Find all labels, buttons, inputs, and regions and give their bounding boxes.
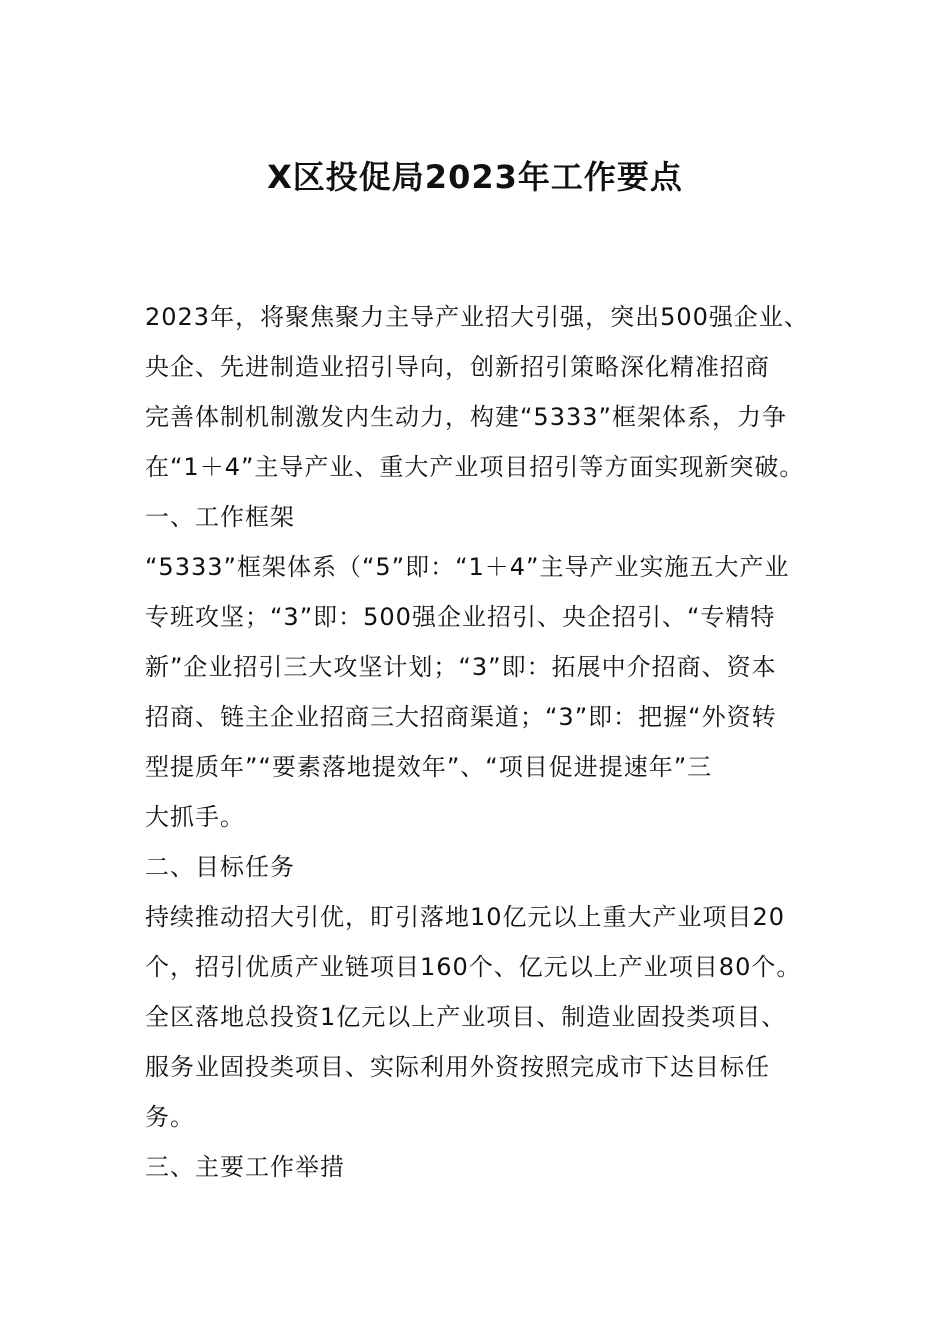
body-line: 型提质年”“要素落地提效年”、“项目促进提速年”三 bbox=[145, 753, 713, 781]
body-line: 服务业固投类项目、实际利用外资按照完成市下达目标任 bbox=[145, 1053, 770, 1081]
document-body bbox=[145, 292, 815, 1192]
section-heading-measures: 三、主要工作举措 bbox=[145, 1153, 345, 1181]
body-line: “5333”框架体系（“5”即：“1＋4”主导产业实施五大产业 bbox=[145, 553, 790, 581]
body-line: 新”企业招引三大攻坚计划；“3”即：拓展中介招商、资本 bbox=[145, 653, 777, 681]
section-heading-framework: 一、工作框架 bbox=[145, 503, 295, 531]
body-line: 务。 bbox=[145, 1103, 195, 1131]
body-line: 全区落地总投资1亿元以上产业项目、制造业固投类项目、 bbox=[145, 1003, 787, 1031]
section-heading-targets: 二、目标任务 bbox=[145, 853, 295, 881]
body-line: 完善体制机制激发内生动力，构建“5333”框架体系，力争 bbox=[145, 403, 787, 431]
body-line: 招商、链主企业招商三大招商渠道；“3”即：把握“外资转 bbox=[145, 703, 777, 731]
body-line: 央企、先进制造业招引导向，创新招引策略深化精准招商 bbox=[145, 353, 770, 381]
document-title: X区投促局2023年工作要点 bbox=[267, 158, 683, 196]
body-line: 在“1＋4”主导产业、重大产业项目招引等方面实现新突破。 bbox=[145, 453, 805, 481]
body-line: 专班攻坚；“3”即：500强企业招引、央企招引、“专精特 bbox=[145, 603, 776, 631]
body-line: 持续推动招大引优，盯引落地10亿元以上重大产业项目20 bbox=[145, 903, 786, 931]
body-line: 2023年，将聚焦聚力主导产业招大引强，突出500强企业、 bbox=[145, 303, 809, 331]
body-line: 个，招引优质产业链项目160个、亿元以上产业项目80个。 bbox=[145, 953, 802, 981]
body-line: 大抓手。 bbox=[145, 803, 245, 831]
